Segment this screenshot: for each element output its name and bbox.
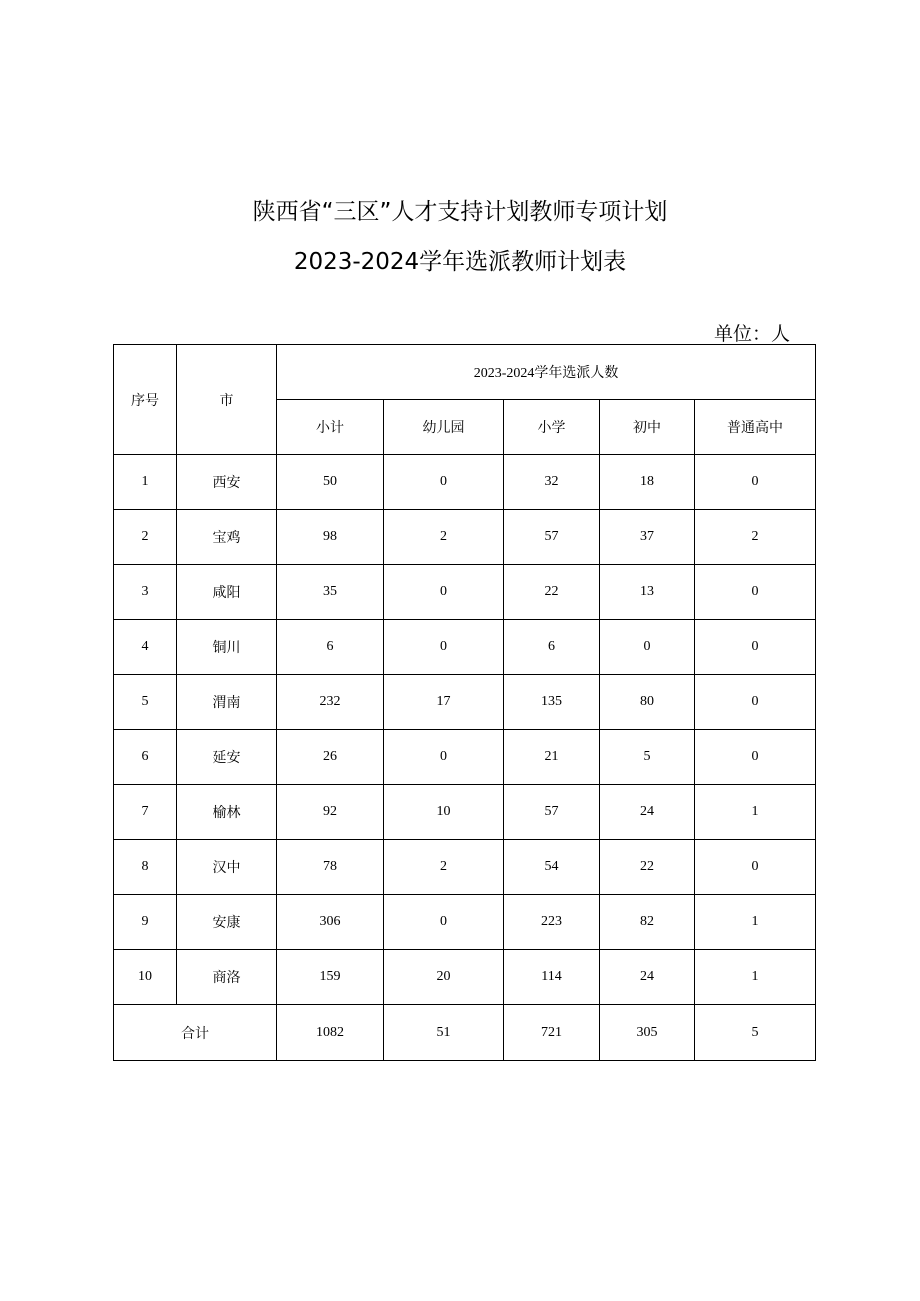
- table-row: [114, 565, 816, 620]
- cell-subtotal: 232: [277, 675, 384, 730]
- cell-city: 榆林: [177, 785, 277, 840]
- cell-city: 商洛: [177, 950, 277, 1005]
- cell-seq: 4: [114, 620, 177, 675]
- cell-kindergarten: 2: [384, 510, 504, 565]
- table-row: [114, 785, 816, 840]
- cell-subtotal: 6: [277, 620, 384, 675]
- cell-primary: 57: [504, 785, 600, 840]
- cell-subtotal: 92: [277, 785, 384, 840]
- cell-kindergarten: 2: [384, 840, 504, 895]
- cell-senior: 0: [695, 675, 816, 730]
- cell-city: 咸阳: [177, 565, 277, 620]
- cell-junior: 0: [600, 620, 695, 675]
- table-row: [114, 895, 816, 950]
- cell-seq: 1: [114, 455, 177, 510]
- cell-subtotal: 35: [277, 565, 384, 620]
- cell-city: 铜川: [177, 620, 277, 675]
- total-row: [114, 1005, 816, 1061]
- cell-subtotal: 26: [277, 730, 384, 785]
- cell-primary: 57: [504, 510, 600, 565]
- cell-junior: 13: [600, 565, 695, 620]
- cell-subtotal: 78: [277, 840, 384, 895]
- cell-seq: 8: [114, 840, 177, 895]
- cell-seq: 7: [114, 785, 177, 840]
- cell-subtotal: 98: [277, 510, 384, 565]
- cell-primary: 32: [504, 455, 600, 510]
- cell-seq: 6: [114, 730, 177, 785]
- cell-primary: 223: [504, 895, 600, 950]
- total-kindergarten: 51: [384, 1005, 504, 1061]
- cell-seq: 3: [114, 565, 177, 620]
- header-senior: 普通高中: [695, 400, 816, 455]
- cell-primary: 6: [504, 620, 600, 675]
- cell-senior: 0: [695, 455, 816, 510]
- cell-kindergarten: 20: [384, 950, 504, 1005]
- document-title: 陕西省“三区”人才支持计划教师专项计划: [252, 199, 668, 225]
- cell-seq: 5: [114, 675, 177, 730]
- cell-junior: 18: [600, 455, 695, 510]
- header-kindergarten: 幼儿园: [384, 400, 504, 455]
- header-junior: 初中: [600, 400, 695, 455]
- cell-kindergarten: 0: [384, 895, 504, 950]
- cell-primary: 114: [504, 950, 600, 1005]
- cell-senior: 1: [695, 785, 816, 840]
- cell-junior: 24: [600, 950, 695, 1005]
- table-row: [114, 950, 816, 1005]
- cell-kindergarten: 0: [384, 620, 504, 675]
- total-junior: 305: [600, 1005, 695, 1061]
- table-row: [114, 730, 816, 785]
- cell-city: 渭南: [177, 675, 277, 730]
- cell-kindergarten: 0: [384, 455, 504, 510]
- cell-city: 汉中: [177, 840, 277, 895]
- cell-primary: 54: [504, 840, 600, 895]
- cell-primary: 135: [504, 675, 600, 730]
- cell-subtotal: 159: [277, 950, 384, 1005]
- total-primary: 721: [504, 1005, 600, 1061]
- table-row: [114, 620, 816, 675]
- cell-primary: 21: [504, 730, 600, 785]
- header-subtotal: 小计: [277, 400, 384, 455]
- cell-senior: 0: [695, 730, 816, 785]
- table-row: [114, 675, 816, 730]
- cell-city: 西安: [177, 455, 277, 510]
- cell-seq: 9: [114, 895, 177, 950]
- cell-seq: 2: [114, 510, 177, 565]
- header-primary: 小学: [504, 400, 600, 455]
- header-group: 2023-2024学年选派人数: [277, 345, 816, 400]
- cell-subtotal: 50: [277, 455, 384, 510]
- cell-kindergarten: 17: [384, 675, 504, 730]
- cell-kindergarten: 0: [384, 730, 504, 785]
- cell-junior: 5: [600, 730, 695, 785]
- cell-junior: 22: [600, 840, 695, 895]
- cell-seq: 10: [114, 950, 177, 1005]
- cell-senior: 2: [695, 510, 816, 565]
- header-city: 市: [177, 345, 277, 455]
- cell-junior: 82: [600, 895, 695, 950]
- cell-junior: 24: [600, 785, 695, 840]
- document-subtitle: 2023-2024学年选派教师计划表: [293, 249, 627, 275]
- header-row: [114, 345, 816, 400]
- teacher-plan-table: [113, 344, 816, 1061]
- cell-city: 延安: [177, 730, 277, 785]
- total-senior: 5: [695, 1005, 816, 1061]
- cell-primary: 22: [504, 565, 600, 620]
- unit-label: 单位：人: [714, 323, 791, 345]
- cell-city: 宝鸡: [177, 510, 277, 565]
- cell-senior: 0: [695, 565, 816, 620]
- total-label: 合计: [114, 1005, 277, 1061]
- cell-junior: 80: [600, 675, 695, 730]
- cell-kindergarten: 10: [384, 785, 504, 840]
- cell-senior: 0: [695, 840, 816, 895]
- total-subtotal: 1082: [277, 1005, 384, 1061]
- table-row: [114, 455, 816, 510]
- cell-junior: 37: [600, 510, 695, 565]
- cell-senior: 1: [695, 950, 816, 1005]
- table-row: [114, 510, 816, 565]
- header-seq: 序号: [114, 345, 177, 455]
- cell-kindergarten: 0: [384, 565, 504, 620]
- cell-subtotal: 306: [277, 895, 384, 950]
- cell-senior: 1: [695, 895, 816, 950]
- cell-city: 安康: [177, 895, 277, 950]
- cell-senior: 0: [695, 620, 816, 675]
- table-row: [114, 840, 816, 895]
